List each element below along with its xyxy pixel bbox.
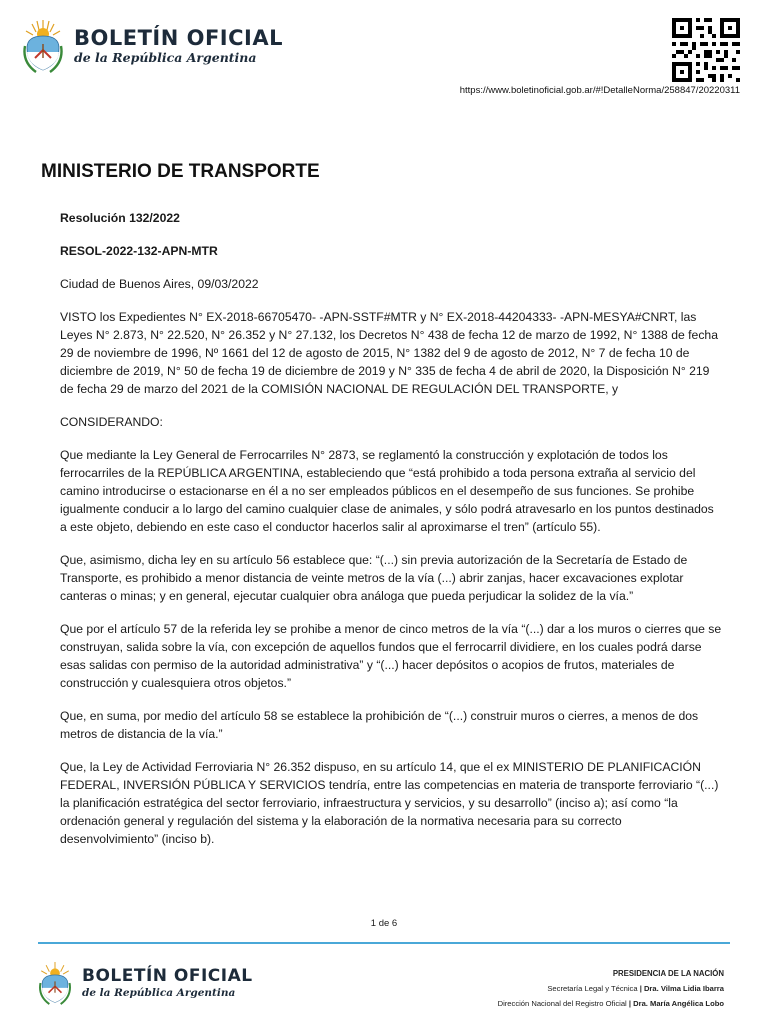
footer-line-2-name: Dra. María Angélica Lobo: [633, 999, 724, 1008]
logo-title: BOLETÍN OFICIAL: [74, 26, 283, 50]
footer-credits: [498, 966, 724, 1011]
boletin-oficial-logo[interactable]: [22, 18, 283, 74]
footer-line-1: [498, 981, 724, 996]
page-header: [0, 0, 768, 110]
coat-of-arms-icon: [38, 960, 72, 1006]
paragraph: Que por el artículo 57 de la referida ley se prohibe a menor de cinco metros de la vía “(...) dar a los muros o cierres que se construyan, salida sobre la vía, con excepción de aquellos fundos que el ferrocarril dividiere, en los cuales podrá darse esas salidas con permiso de la autoridad administrativa” y “(...) hacer depósitos o acopios de frutos, materiales de construcción y cualesquiera otros objetos.”: [60, 622, 722, 690]
paragraph: Que, la Ley de Actividad Ferroviaria N° 26.352 dispuso, en su artículo 14, que el ex MINISTERIO DE PLANIFICACIÓN FEDERAL, INVERSIÓN PÚBLICA Y SERVICIOS tendría, entre las competencias en materia de transporte ferroviario “(...) la planificación estratégica del sector ferroviario, infraestructura y servicios, y su desarrollo” (inciso a); así como “la ordenación general y regulación del sistema y la elaboración de la normativa necesaria para su correcto desenvolvimiento” (inciso b).: [60, 760, 719, 846]
resolution-number: Resolución 132/2022: [60, 211, 180, 225]
footer-separator: |: [628, 999, 631, 1008]
footer-logo-subtitle: de la República Argentina: [82, 987, 236, 999]
paragraph: VISTO los Expedientes N° EX-2018-66705470- -APN-SSTF#MTR y N° EX-2018-44204333- -APN-MESYA#CNRT, las Leyes N° 2.873, N° 22.520, N° 26.352 y N° 27.132, los Decretos N° 438 de fecha 12 de marzo de 1992, N° 1388 de fecha 29 de noviembre de 1996, Nº 1661 del 12 de agosto de 2015, N° 1382 del 9 de agosto de 2012, N° 7 de fecha 10 de diciembre de 2019, N° 50 de fecha 19 de diciembre de 2019 y N° 335 de fecha 4 de abril de 2020, la Disposición N° 219 de fecha 29 de marzo del 2021 de la COMISIÓN NACIONAL DE REGULACIÓN DEL TRANSPORTE, y: [60, 310, 718, 396]
footer-line-1-label: Secretaría Legal y Técnica: [547, 984, 638, 993]
footer-line-2: [498, 996, 724, 1011]
document-body: [41, 160, 731, 863]
paragraph: Que, en suma, por medio del artículo 58 se establece la prohibición de “(...) construir muros o cierres, a menos de dos metros de distancia de la vía.”: [60, 709, 699, 741]
ministry-title: MINISTERIO DE TRANSPORTE: [41, 161, 320, 182]
coat-of-arms-icon: [22, 18, 64, 74]
footer-line-1-name: Dra. Vilma Lidia Ibarra: [643, 984, 724, 993]
paragraph: CONSIDERANDO:: [60, 415, 163, 429]
logo-subtitle: de la República Argentina: [74, 50, 257, 65]
footer-logo: [38, 960, 253, 1006]
resolution-code: RESOL-2022-132-APN-MTR: [60, 244, 218, 258]
paragraph: Que mediante la Ley General de Ferrocarriles N° 2873, se reglamentó la construcción y explotación de todos los ferrocarriles de la REPÚBLICA ARGENTINA, estableciendo que “está prohibido a toda persona extraña al servicio del camino introducirse o estacionarse en él a no ser empleados públicos en el desempeño de sus funciones. Se prohibe igualmente conducir a lo largo del camino cualquier clase de animales, y sólo podrá atravesarlo en los puntos destinados a este objeto, debiendo en este caso el conductor hacerlos salir al aproximarse el tren” (artículo 55).: [60, 448, 714, 534]
footer-separator: |: [639, 984, 642, 993]
footer-line-2-label: Dirección Nacional del Registro Oficial: [497, 999, 627, 1008]
page-indicator: 1 de 6: [370, 918, 398, 929]
footer-logo-title: BOLETÍN OFICIAL: [82, 966, 253, 986]
place-date: Ciudad de Buenos Aires, 09/03/2022: [60, 277, 259, 291]
document-url-link[interactable]: https://www.boletinoficial.gob.ar/#!DetalleNorma/258847/20220311: [459, 85, 740, 96]
presidencia-label: PRESIDENCIA DE LA NACIÓN: [612, 969, 724, 978]
paragraph: Que, asimismo, dicha ley en su artículo 56 establece que: “(...) sin previa autorización de la Secretaría de Estado de Transporte, es prohibido a menor distancia de veinte metros de la vía (...) abrir zanjas, hacer excavaciones explotar canteras o minas; y en general, ejecutar cualquier obra análoga que pueda perjudicar la solidez de la vía.”: [60, 553, 688, 603]
qr-code-icon: [672, 18, 740, 82]
footer-divider: [38, 942, 730, 944]
